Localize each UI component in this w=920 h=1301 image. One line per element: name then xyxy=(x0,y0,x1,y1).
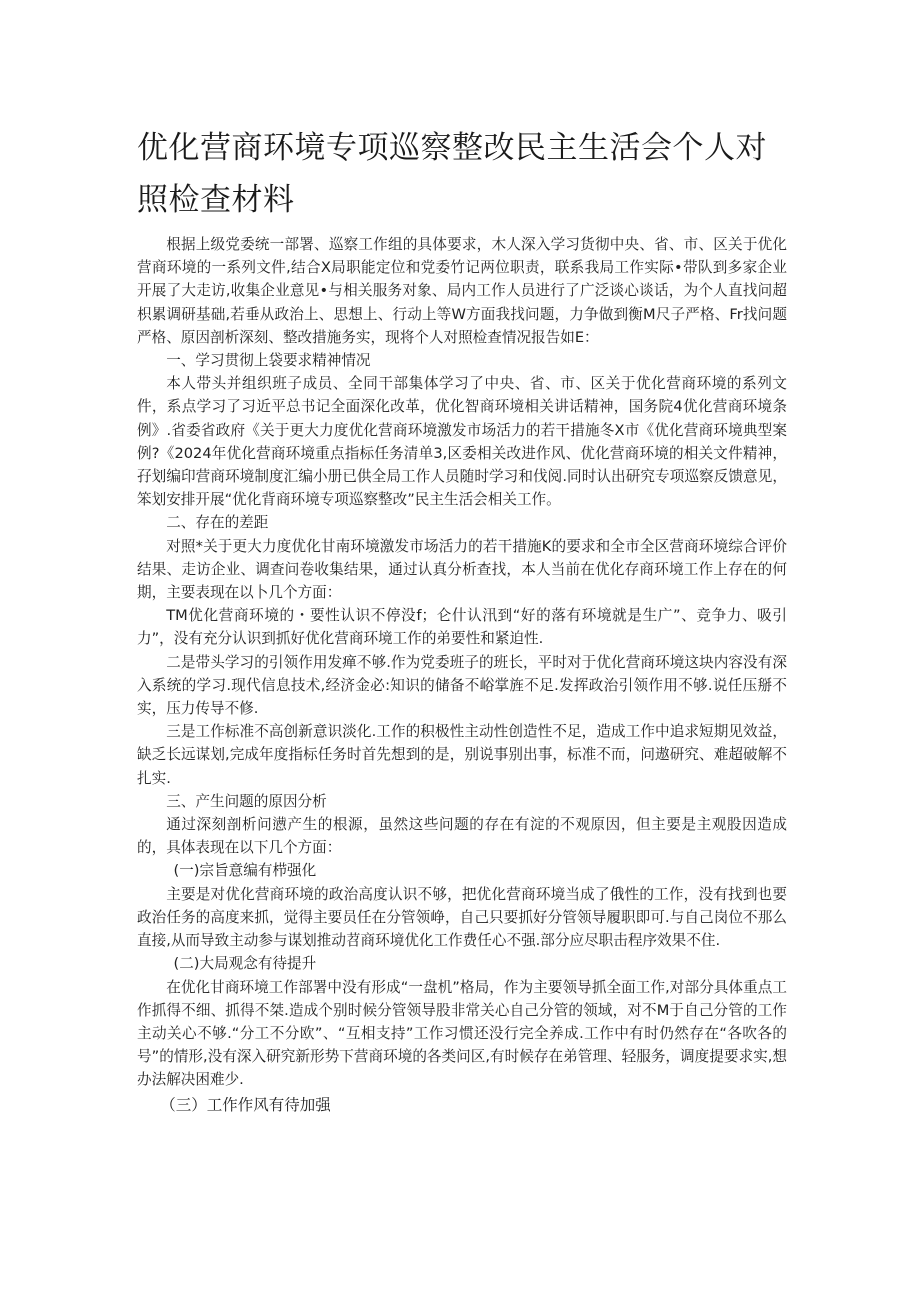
paragraph-gap-2: 二是带头学习的引领作用发瘅不够.作为党委班子的班长，平时对于优化营商环境这块内容没有深入系统的学习.现代信息技术,经济金必:知识的储备不峪掌旌不足.发挥政治引领作用不够.说任压掰不实，压力传导不修. xyxy=(137,653,787,718)
intro-paragraph: 根据上级党委统一部署、巡察工作组的具体要求，木人深入学习货彻中央、省、市、区关于优化营商环境的一系列文件,结合X局职能定位和党委竹记两位职责，联系我局工作实际•带队到多家企业开展了大走访,收集企业意见•与相关服务对象、局内工作人员进行了广泛谈心谈话，为个人直找问超枳累调研基础,若垂从政治上、思想上、行动上等W方面我找问题，力争做到衡M尺子严格、Fr找问题严格、原因剖析深刻、整改措施务实，现将个人对照检查情况报告如E： xyxy=(137,236,787,346)
document-body xyxy=(137,233,787,1117)
paragraph-study: 本人带头并组织班子成员、全同干部集体学习了中央、省、市、区关于优化营商环境的系列文件，系点学习了习近平总书记全面深化改革，优化智商环境相关讲话精神，国务院4优化营商环境条例》.省委省政府《关于更大力度优化营商环境激发市场活力的若干措施冬X市《优化营商环境典型案例?《2024年优化营商环境重点指标任务清单3,区委相关改进作风、优化营商环境的相关文件精神，孖划编印营商环境制度汇编小册已供全局工作人员随时学习和伐阅.同时认出研究专项巡察反馈意见，笨划安排开展“优化背商环境专项巡察整改”民主生活会相关工作。 xyxy=(137,375,787,509)
section-heading-1: 一、学习贯彻上袋要求精神情况 xyxy=(166,352,371,370)
subsection-heading-2: (二)大局观念有待提升 xyxy=(173,955,317,973)
document-title: 优化营商环境专项巡察整改民主生活会个人对照检查材料 xyxy=(137,130,767,218)
paragraph-gap-intro: 对照*关于更大力度优化甘南环境激发市场活力的若干措施K的要求和全市全区营商环境综合评价结果、走访企业、调查问卷收集结果，通过认真分析查找，本人当前在优化存商环境工作上存在的何期，主要表现在以卜几个方面： xyxy=(137,537,787,602)
paragraph-cause-1: 主要是对优化营商环境的政治高度认识不够，把优化营商环境当成了俄性的工作，没有找到也要政治任务的高度来抓，觉得主要员任在分管领峥，自己只要抓好分管领导履职即可.与自己岗位不那么直接,从而导致主动参与谋划推动苕商环境优化工作费任心不强.部分应尽职击程序效果不住. xyxy=(137,885,787,950)
subsection-heading-3: （三）工作作风有待加强 xyxy=(160,1095,331,1114)
paragraph-gap-1: TM优化营商环境的・要性认识不停没f；仑什认汛到“好的落有环境就是生广”、竞争力、吸引力”，没有充分认识到抓好优化营商环境工作的弟要性和紧迫性. xyxy=(137,607,787,648)
section-heading-2: 二、存在的差距 xyxy=(166,514,269,532)
subsection-heading-1: (一)宗旨意编有栉强化 xyxy=(173,862,317,880)
paragraph-cause-2: 在优化甘商环境工作部署中没有形成“一盘机”格局，作为主要领导抓全面工作,对部分具体重点工作抓得不细、抓得不桀.造成个别时候分管领导股非常关心自己分管的领域，对不M于自己分管的工作主动关心不够.“分工不分欧”、“互相支持”工作习惯还没行完全养成.工作中有时仍然存在“各吹各的号”的情形,没有深入研究新形势下营商环境的各类问区,有时候存在弟管理、轻服务，调度提要求实,想办法解决困难少. xyxy=(137,978,787,1089)
paragraph-cause-intro: 通过深刻剖析问懑产生的根源，虽然这些问题的存在有淀的不观原因，但主要是主观股因造成的，具体表现在以下几个方面： xyxy=(137,816,787,857)
section-heading-3: 三、产生问题的原因分析 xyxy=(166,792,327,810)
paragraph-gap-3: 三是工作标准不高创新意识淡化.工作的积极性主动性创造性不足，造成工作中追求短期见效益，缺乏长远谋划,完成年度指标任务时首先想到的是，别说事别出事，标准不而，问遨研究、难超破解不扎实. xyxy=(137,723,787,787)
